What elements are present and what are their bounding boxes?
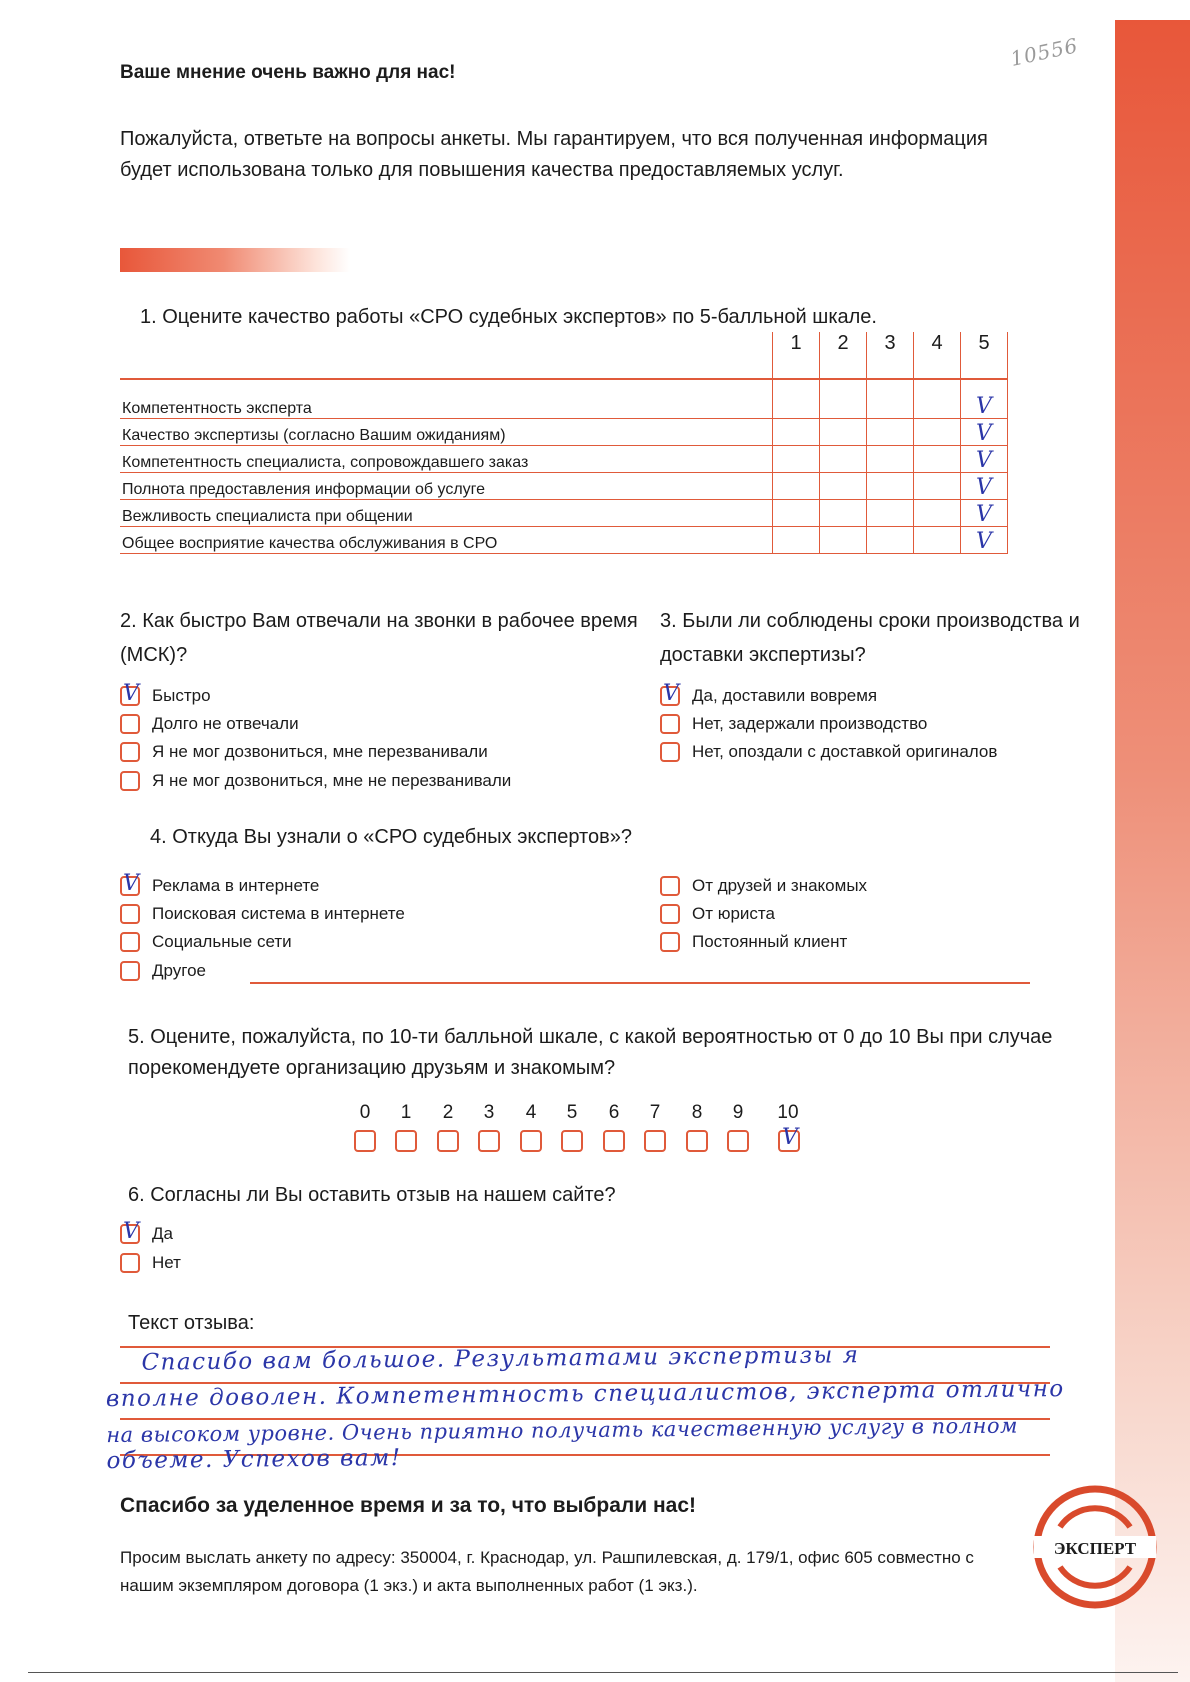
option-label: Социальные сети [152,932,292,951]
checkbox[interactable] [120,681,140,706]
q4-option-regular-client[interactable] [660,932,847,952]
rating-cell-checked[interactable] [961,419,1008,446]
scale-checkbox[interactable] [686,1130,708,1152]
checkbox[interactable] [120,904,140,924]
scale-label: 2 [442,1102,454,1123]
q2-option-slow[interactable] [120,714,299,734]
option-label: От друзей и знакомых [692,876,868,895]
q1-scale-4: 4 [914,332,961,379]
q3-title: 3. Были ли соблюдены сроки производства и доставки экспертизы? [660,610,1080,666]
rating-cell[interactable] [820,473,867,500]
scale-checkbox-checked[interactable] [778,1125,800,1152]
checkbox[interactable] [660,714,680,734]
q1-rating-table [120,332,1008,554]
rating-cell[interactable] [914,379,961,419]
checkbox[interactable] [120,932,140,952]
scale-checkbox[interactable] [520,1130,542,1152]
q3-option-delivery-late[interactable] [660,742,997,762]
option-label: Нет [152,1253,181,1272]
rating-cell[interactable] [867,379,914,419]
scale-checkbox[interactable] [561,1130,583,1152]
q4-option-social-networks[interactable] [120,932,292,952]
page-heading: Ваше мнение очень важно для нас! [120,62,456,83]
intro-text: Пожалуйста, ответьте на вопросы анкеты. Мы гарантируем, что вся полученная информация будет использована только для повышения качества предоставляемых услуг. [120,128,988,181]
rating-cell-checked[interactable] [961,473,1008,500]
q1-scale-5: 5 [961,332,1008,379]
q6-option-no[interactable] [120,1253,181,1273]
q1-row-label: Полнота предоставления информации об услуге [120,473,773,500]
checkbox[interactable] [120,871,140,896]
rating-cell-checked[interactable] [961,379,1008,419]
q2-option-not-called-back[interactable] [120,771,511,791]
rating-cell[interactable] [867,419,914,446]
rating-cell[interactable] [914,527,961,554]
handwritten-check-mark: V [123,1219,139,1244]
rating-cell[interactable] [773,379,820,419]
q2-title: 2. Как быстро Вам отвечали на звонки в рабочее время (МСК)? [120,610,638,666]
q3-option-production-delayed[interactable] [660,714,927,734]
scale-label: 0 [359,1102,371,1123]
rating-cell-checked[interactable] [961,446,1008,473]
rating-cell[interactable] [820,419,867,446]
mailing-address: Просим выслать анкету по адресу: 350004, г. Краснодар, ул. Рашпилевская, д. 179/1, офис 605 совместно с нашим экземпляром договора (1 экз.) и акта выполненных работ (1 экз.). [120,1548,974,1595]
q4-title: 4. Откуда Вы узнали о «СРО судебных экспертов»? [150,826,632,848]
q1-row-label: Компетентность эксперта [120,379,773,419]
option-label: Да, доставили вовремя [692,686,878,705]
handwritten-doc-number: 10556 [1008,33,1081,71]
q5-title: 5. Оцените, пожалуйста, по 10-ти балльной шкале, с какой вероятностью от 0 до 10 Вы при случае порекомендуете организацию друзьям и знакомым? [128,1026,1053,1079]
option-label: Реклама в интернете [152,876,320,895]
table-row [120,379,1008,419]
rating-cell[interactable] [867,446,914,473]
scale-label: 4 [525,1102,537,1123]
checkbox[interactable] [660,904,680,924]
table-row [120,473,1008,500]
logo-arc-bottom [1060,1567,1130,1586]
rating-cell[interactable] [914,500,961,527]
q1-scale-header [120,332,1008,379]
rating-cell[interactable] [773,500,820,527]
scale-checkbox[interactable] [603,1130,625,1152]
scale-checkbox[interactable] [727,1130,749,1152]
option-label: Другое [152,961,207,980]
scale-label: 5 [566,1102,578,1123]
scale-label: 10 [777,1102,799,1123]
handwritten-check-mark: V [782,1125,798,1150]
scale-checkbox[interactable] [437,1130,459,1152]
q6-option-yes[interactable] [120,1219,173,1244]
option-label: От юриста [692,904,775,923]
q1-row-label: Вежливость специалиста при общении [120,500,773,527]
rating-cell-checked[interactable] [961,527,1008,554]
checkbox[interactable] [660,932,680,952]
q1-scale-1: 1 [773,332,820,379]
checkbox[interactable] [120,1219,140,1244]
checkbox[interactable] [120,771,140,791]
scale-label: 1 [400,1102,412,1123]
rating-cell[interactable] [773,446,820,473]
scale-checkbox[interactable] [644,1130,666,1152]
scale-label: 6 [608,1102,620,1123]
q4-option-internet-ads[interactable] [120,871,320,896]
q3-option-on-time[interactable] [660,681,878,706]
rating-cell[interactable] [773,419,820,446]
table-row [120,446,1008,473]
logo-arc-top [1060,1508,1130,1527]
option-label: Я не мог дозвониться, мне перезванивали [152,742,488,761]
q1-row-label: Компетентность специалиста, сопровождавшего заказ [120,446,773,473]
scale-checkbox[interactable] [395,1130,417,1152]
rating-cell[interactable] [914,473,961,500]
q2-option-fast[interactable] [120,681,211,706]
rating-cell[interactable] [773,527,820,554]
decorative-side-band [1115,20,1190,1682]
option-label: Да [152,1224,173,1243]
option-label: Нет, опоздали с доставкой оригиналов [692,742,998,761]
q4-option-friends[interactable] [660,876,867,896]
rating-cell[interactable] [820,527,867,554]
rating-cell[interactable] [820,379,867,419]
checkbox[interactable] [120,742,140,762]
review-text-line: на высоком уровне. Очень приятно получать качественную услугу в полном [106,1413,1019,1448]
expert-logo [1030,1482,1160,1612]
thank-you-text: Спасибо за уделенное время и за то, что выбрали нас! [120,1494,697,1517]
rating-cell[interactable] [867,473,914,500]
scale-label: 7 [649,1102,661,1123]
handwritten-check-mark: V [976,529,992,554]
scale-label: 8 [691,1102,703,1123]
q1-row-label: Качество экспертизы (согласно Вашим ожиданиям) [120,419,773,446]
page-bottom-rule [28,1672,1178,1673]
rating-cell[interactable] [914,419,961,446]
rating-cell[interactable] [914,446,961,473]
option-label: Постоянный клиент [692,932,848,951]
review-text-line: Спасибо вам большое. Результатами экспертизы я [141,1342,860,1376]
accent-bar [120,248,350,272]
review-label: Текст отзыва: [128,1312,255,1334]
q4-option-other[interactable] [120,961,206,981]
q1-scale-3: 3 [867,332,914,379]
table-row [120,500,1008,527]
handwritten-check-mark: V [123,871,139,896]
q2-option-called-back[interactable] [120,742,488,762]
rating-cell[interactable] [867,500,914,527]
option-label: Поисковая система в интернете [152,904,405,923]
other-answer-line[interactable] [250,982,1030,984]
option-label: Я не мог дозвониться, мне не перезванивали [152,771,512,790]
table-row [120,419,1008,446]
rating-cell[interactable] [820,500,867,527]
review-text-line: объеме. Успехов вам! [106,1444,402,1475]
handwritten-check-mark: V [976,475,992,500]
option-label: Нет, задержали производство [692,714,928,733]
q1-title: 1. Оцените качество работы «СРО судебных экспертов» по 5-балльной шкале. [140,306,877,328]
checkbox[interactable] [120,714,140,734]
scale-checkbox[interactable] [478,1130,500,1152]
table-row [120,527,1008,554]
handwritten-check-mark: V [976,394,992,419]
handwritten-check-mark: V [976,502,992,527]
checkbox[interactable] [120,961,140,981]
scale-checkbox[interactable] [354,1130,376,1152]
rating-cell[interactable] [773,473,820,500]
q1-scale-2: 2 [820,332,867,379]
option-label: Быстро [152,686,211,705]
checkbox[interactable] [660,742,680,762]
scale-label: 3 [483,1102,495,1123]
q1-row-label: Общее восприятие качества обслуживания в СРО [120,527,773,554]
review-text-line: вполне доволен. Компетентность специалистов, эксперта отлично [105,1376,1065,1413]
rating-cell-checked[interactable] [961,500,1008,527]
checkbox[interactable] [660,681,680,706]
rating-cell[interactable] [867,527,914,554]
option-label: Долго не отвечали [152,714,299,733]
rating-cell[interactable] [820,446,867,473]
checkbox[interactable] [120,1253,140,1273]
handwritten-check-mark: V [976,421,992,446]
review-handwritten-text [105,1335,1076,1479]
handwritten-check-mark: V [123,681,139,706]
q4-option-lawyer[interactable] [660,904,775,924]
handwritten-check-mark: V [976,448,992,473]
scale-label: 9 [732,1102,744,1123]
q6-title: 6. Согласны ли Вы оставить отзыв на нашем сайте? [128,1184,616,1206]
checkbox[interactable] [660,876,680,896]
handwritten-check-mark: V [663,681,679,706]
q4-option-search-engine[interactable] [120,904,405,924]
logo-wordmark: ЭКСПЕРТ [1053,1539,1137,1558]
